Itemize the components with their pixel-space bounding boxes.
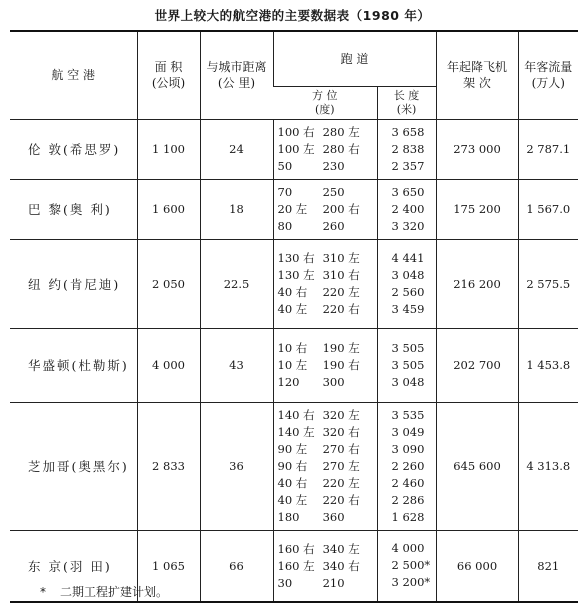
airport-data-table bbox=[10, 30, 578, 603]
cell-distance-value: 22.5 bbox=[223, 276, 250, 291]
cell-area bbox=[137, 239, 200, 328]
runway-direction-line bbox=[274, 201, 377, 218]
cell-passengers bbox=[518, 239, 578, 328]
runway-heading-a: 140 右 bbox=[277, 408, 315, 422]
runway-heading-a: 40 右 bbox=[277, 285, 308, 299]
cell-runway-length bbox=[377, 119, 436, 179]
cell-runway-length bbox=[377, 239, 436, 328]
runway-heading-b: 340 右 bbox=[322, 558, 360, 573]
runway-length-value: 2 260 bbox=[391, 458, 425, 473]
runway-heading-b: 220 右 bbox=[322, 493, 360, 507]
runway-length-value: 3 090 bbox=[391, 441, 425, 456]
runway-length-value: 2 400 bbox=[391, 201, 425, 216]
cell-distance-value: 24 bbox=[229, 142, 244, 156]
cell-area-value: 2 050 bbox=[152, 276, 185, 291]
cell-flights-value: 175 200 bbox=[453, 202, 501, 216]
runway-length-value: 2 838 bbox=[391, 141, 425, 156]
runway-heading-a: 160 右 bbox=[277, 541, 315, 556]
runway-length-value: 3 535 bbox=[391, 407, 425, 422]
cell-distance-value: 43 bbox=[229, 358, 244, 372]
header-area bbox=[137, 31, 200, 119]
header-distance bbox=[200, 31, 273, 119]
cell-airport-value: 华盛顿(杜勒斯) bbox=[28, 358, 129, 373]
cell-area-value: 1 600 bbox=[152, 202, 185, 216]
cell-distance bbox=[200, 179, 273, 239]
runway-heading-b: 270 左 bbox=[322, 459, 360, 473]
runway-heading-b: 340 左 bbox=[322, 541, 360, 556]
cell-area bbox=[137, 119, 200, 179]
runway-heading-a: 100 左 bbox=[277, 142, 315, 156]
runway-heading-a: 130 右 bbox=[277, 251, 315, 265]
runway-heading-b: 220 左 bbox=[322, 285, 360, 299]
cell-distance-value: 36 bbox=[229, 459, 244, 473]
runway-heading-b: 210 bbox=[322, 575, 345, 590]
runway-direction-line bbox=[274, 284, 377, 301]
runway-heading-a: 40 右 bbox=[277, 476, 308, 490]
runway-heading-b: 260 bbox=[322, 219, 345, 233]
header-airport bbox=[10, 31, 137, 119]
runway-heading-b: 320 左 bbox=[322, 408, 360, 422]
runway-length-value: 3 049 bbox=[391, 424, 425, 439]
cell-area-value: 1 065 bbox=[152, 558, 185, 573]
cell-flights-value: 66 000 bbox=[456, 558, 498, 573]
runway-direction-line bbox=[274, 441, 377, 458]
cell-area-value: 4 000 bbox=[152, 358, 185, 372]
cell-passengers-value: 1 567.0 bbox=[526, 202, 571, 216]
runway-length-value: 3 459 bbox=[391, 301, 425, 316]
cell-area bbox=[137, 328, 200, 402]
table-row bbox=[10, 239, 578, 328]
cell-runway-direction bbox=[273, 328, 377, 402]
cell-flights bbox=[436, 530, 518, 602]
cell-runway-length bbox=[377, 402, 436, 530]
cell-flights-value: 202 700 bbox=[453, 358, 501, 372]
cell-runway-length bbox=[377, 328, 436, 402]
runway-direction-line bbox=[274, 557, 377, 574]
runway-heading-b: 190 左 bbox=[322, 341, 360, 355]
runway-length-value: 2 460 bbox=[391, 475, 425, 490]
runway-heading-a: 30 bbox=[277, 575, 293, 590]
runway-length-value: 4 000 bbox=[391, 541, 425, 556]
cell-airport bbox=[10, 119, 137, 179]
runway-heading-b: 280 左 bbox=[322, 125, 360, 139]
cell-flights bbox=[436, 239, 518, 328]
runway-length-value: 3 048 bbox=[391, 267, 425, 282]
runway-heading-a: 120 bbox=[277, 375, 300, 389]
runway-direction-line bbox=[274, 218, 377, 235]
runway-length-value: 3 650 bbox=[391, 184, 425, 199]
runway-heading-a: 100 右 bbox=[277, 125, 315, 139]
cell-distance bbox=[200, 402, 273, 530]
runway-direction-line bbox=[274, 184, 377, 201]
cell-passengers-value: 821 bbox=[537, 558, 560, 573]
cell-distance bbox=[200, 119, 273, 179]
runway-heading-b: 220 右 bbox=[322, 302, 360, 316]
runway-heading-a: 50 bbox=[277, 159, 293, 173]
cell-passengers bbox=[518, 179, 578, 239]
header-direction bbox=[273, 86, 377, 119]
runway-direction-line bbox=[274, 141, 377, 158]
cell-runway-length bbox=[377, 179, 436, 239]
cell-passengers-value: 4 313.8 bbox=[526, 459, 571, 473]
header-length-label: 长 度 (米) bbox=[393, 88, 420, 116]
cell-flights-value: 645 600 bbox=[453, 459, 501, 473]
header-direction-label: 方 位 (度) bbox=[312, 88, 338, 116]
table-row bbox=[10, 119, 578, 179]
cell-distance-value: 66 bbox=[229, 558, 244, 573]
runway-length-value: 3 658 bbox=[391, 124, 425, 139]
cell-area bbox=[137, 402, 200, 530]
cell-runway-direction bbox=[273, 530, 377, 602]
runway-direction-line bbox=[274, 158, 377, 175]
runway-heading-a: 140 左 bbox=[277, 425, 315, 439]
runway-length-value: 2 357 bbox=[391, 158, 425, 173]
runway-length-value: 3 505 bbox=[391, 357, 425, 372]
cell-distance-value: 18 bbox=[229, 202, 244, 216]
runway-direction-line bbox=[274, 475, 377, 492]
runway-length-value: 3 505 bbox=[391, 340, 425, 355]
cell-area-value: 2 833 bbox=[152, 459, 185, 473]
cell-passengers bbox=[518, 328, 578, 402]
header-flights-label: 年起降飞机 架 次 bbox=[447, 60, 508, 91]
cell-airport-value: 纽 约(肯尼迪) bbox=[28, 276, 121, 292]
cell-airport-value: 巴 黎(奥 利) bbox=[28, 202, 112, 217]
runway-direction-line bbox=[274, 424, 377, 441]
cell-airport-value: 芝加哥(奥黑尔) bbox=[28, 459, 129, 474]
footnote-star: * bbox=[40, 585, 46, 599]
cell-passengers-value: 1 453.8 bbox=[526, 358, 571, 372]
cell-area-value: 1 100 bbox=[152, 142, 185, 156]
runway-direction-line bbox=[274, 124, 377, 141]
header-runway bbox=[273, 31, 436, 86]
runway-direction-line bbox=[274, 574, 377, 591]
runway-heading-b: 310 左 bbox=[322, 251, 360, 265]
runway-heading-a: 160 左 bbox=[277, 558, 315, 573]
runway-heading-b: 220 左 bbox=[322, 476, 360, 490]
runway-direction-line bbox=[274, 458, 377, 475]
cell-runway-direction bbox=[273, 179, 377, 239]
runway-length-value: 2 286 bbox=[391, 492, 425, 507]
cell-area bbox=[137, 179, 200, 239]
cell-distance bbox=[200, 239, 273, 328]
runway-heading-b: 200 右 bbox=[322, 202, 360, 216]
cell-airport bbox=[10, 179, 137, 239]
cell-runway-direction bbox=[273, 402, 377, 530]
runway-length-value: 4 441 bbox=[391, 250, 425, 265]
runway-length-value: 3 200* bbox=[391, 575, 431, 590]
cell-passengers bbox=[518, 119, 578, 179]
footnote-text: 二期工程扩建计划。 bbox=[60, 585, 169, 599]
cell-passengers-value: 2 787.1 bbox=[526, 142, 571, 156]
header-area-label: 面 积 (公顷) bbox=[151, 60, 186, 91]
cell-airport bbox=[10, 239, 137, 328]
runway-heading-b: 320 右 bbox=[322, 425, 360, 439]
runway-heading-a: 40 左 bbox=[277, 493, 308, 507]
cell-distance bbox=[200, 328, 273, 402]
runway-length-value: 3 048 bbox=[391, 374, 425, 389]
runway-heading-a: 80 bbox=[277, 219, 293, 233]
cell-flights bbox=[436, 328, 518, 402]
table-row bbox=[10, 328, 578, 402]
runway-direction-line bbox=[274, 407, 377, 424]
table-row bbox=[10, 179, 578, 239]
header-flights bbox=[436, 31, 518, 119]
cell-runway-direction bbox=[273, 239, 377, 328]
runway-heading-a: 10 左 bbox=[277, 358, 308, 372]
cell-airport-value: 东 京(羽 田) bbox=[28, 558, 112, 574]
table-row bbox=[10, 402, 578, 530]
header-distance-label: 与城市距离 (公 里) bbox=[206, 60, 267, 91]
runway-heading-b: 250 bbox=[322, 185, 345, 199]
header-length bbox=[377, 86, 436, 119]
runway-heading-b: 300 bbox=[322, 375, 345, 389]
runway-heading-a: 90 右 bbox=[277, 459, 308, 473]
runway-heading-b: 280 右 bbox=[322, 142, 360, 156]
runway-heading-a: 10 右 bbox=[277, 341, 308, 355]
runway-direction-line bbox=[274, 250, 377, 267]
cell-flights-value: 273 000 bbox=[453, 142, 501, 156]
runway-heading-b: 270 右 bbox=[322, 442, 360, 456]
runway-heading-b: 230 bbox=[322, 159, 345, 173]
cell-passengers-value: 2 575.5 bbox=[526, 276, 571, 291]
runway-direction-line bbox=[274, 509, 377, 526]
table-title: 世界上较大的航空港的主要数据表（1980 年） bbox=[154, 8, 431, 23]
header-airport-label: 航 空 港 bbox=[51, 68, 96, 83]
runway-heading-a: 20 左 bbox=[277, 202, 308, 216]
runway-heading-b: 190 右 bbox=[322, 358, 360, 372]
cell-runway-direction bbox=[273, 119, 377, 179]
cell-runway-length bbox=[377, 530, 436, 602]
runway-heading-b: 360 bbox=[322, 510, 345, 524]
runway-direction-line bbox=[274, 267, 377, 284]
cell-flights-value: 216 200 bbox=[453, 276, 501, 291]
header-passengers bbox=[518, 31, 578, 119]
runway-length-value: 3 320 bbox=[391, 218, 425, 233]
runway-heading-b: 310 右 bbox=[322, 268, 360, 282]
header-runway-label: 跑 道 bbox=[340, 51, 369, 66]
runway-direction-line bbox=[274, 301, 377, 318]
cell-airport bbox=[10, 328, 137, 402]
cell-airport bbox=[10, 402, 137, 530]
runway-direction-line bbox=[274, 540, 377, 557]
cell-flights bbox=[436, 119, 518, 179]
runway-direction-line bbox=[274, 357, 377, 374]
header-passengers-label: 年客流量 (万人) bbox=[524, 60, 573, 91]
runway-direction-line bbox=[274, 374, 377, 391]
runway-heading-a: 180 bbox=[277, 510, 300, 524]
runway-direction-line bbox=[274, 340, 377, 357]
cell-passengers bbox=[518, 530, 578, 602]
footnote bbox=[40, 583, 168, 600]
runway-direction-line bbox=[274, 492, 377, 509]
runway-length-value: 1 628 bbox=[391, 509, 425, 524]
runway-length-value: 2 500* bbox=[391, 558, 431, 573]
cell-passengers bbox=[518, 402, 578, 530]
runway-heading-a: 130 左 bbox=[277, 268, 315, 282]
runway-heading-a: 70 bbox=[277, 185, 293, 199]
runway-length-value: 2 560 bbox=[391, 284, 425, 299]
cell-airport-value: 伦 敦(希思罗) bbox=[28, 142, 121, 157]
cell-flights bbox=[436, 179, 518, 239]
runway-heading-a: 90 左 bbox=[277, 442, 308, 456]
cell-distance bbox=[200, 530, 273, 602]
cell-flights bbox=[436, 402, 518, 530]
runway-heading-a: 40 左 bbox=[277, 302, 308, 316]
